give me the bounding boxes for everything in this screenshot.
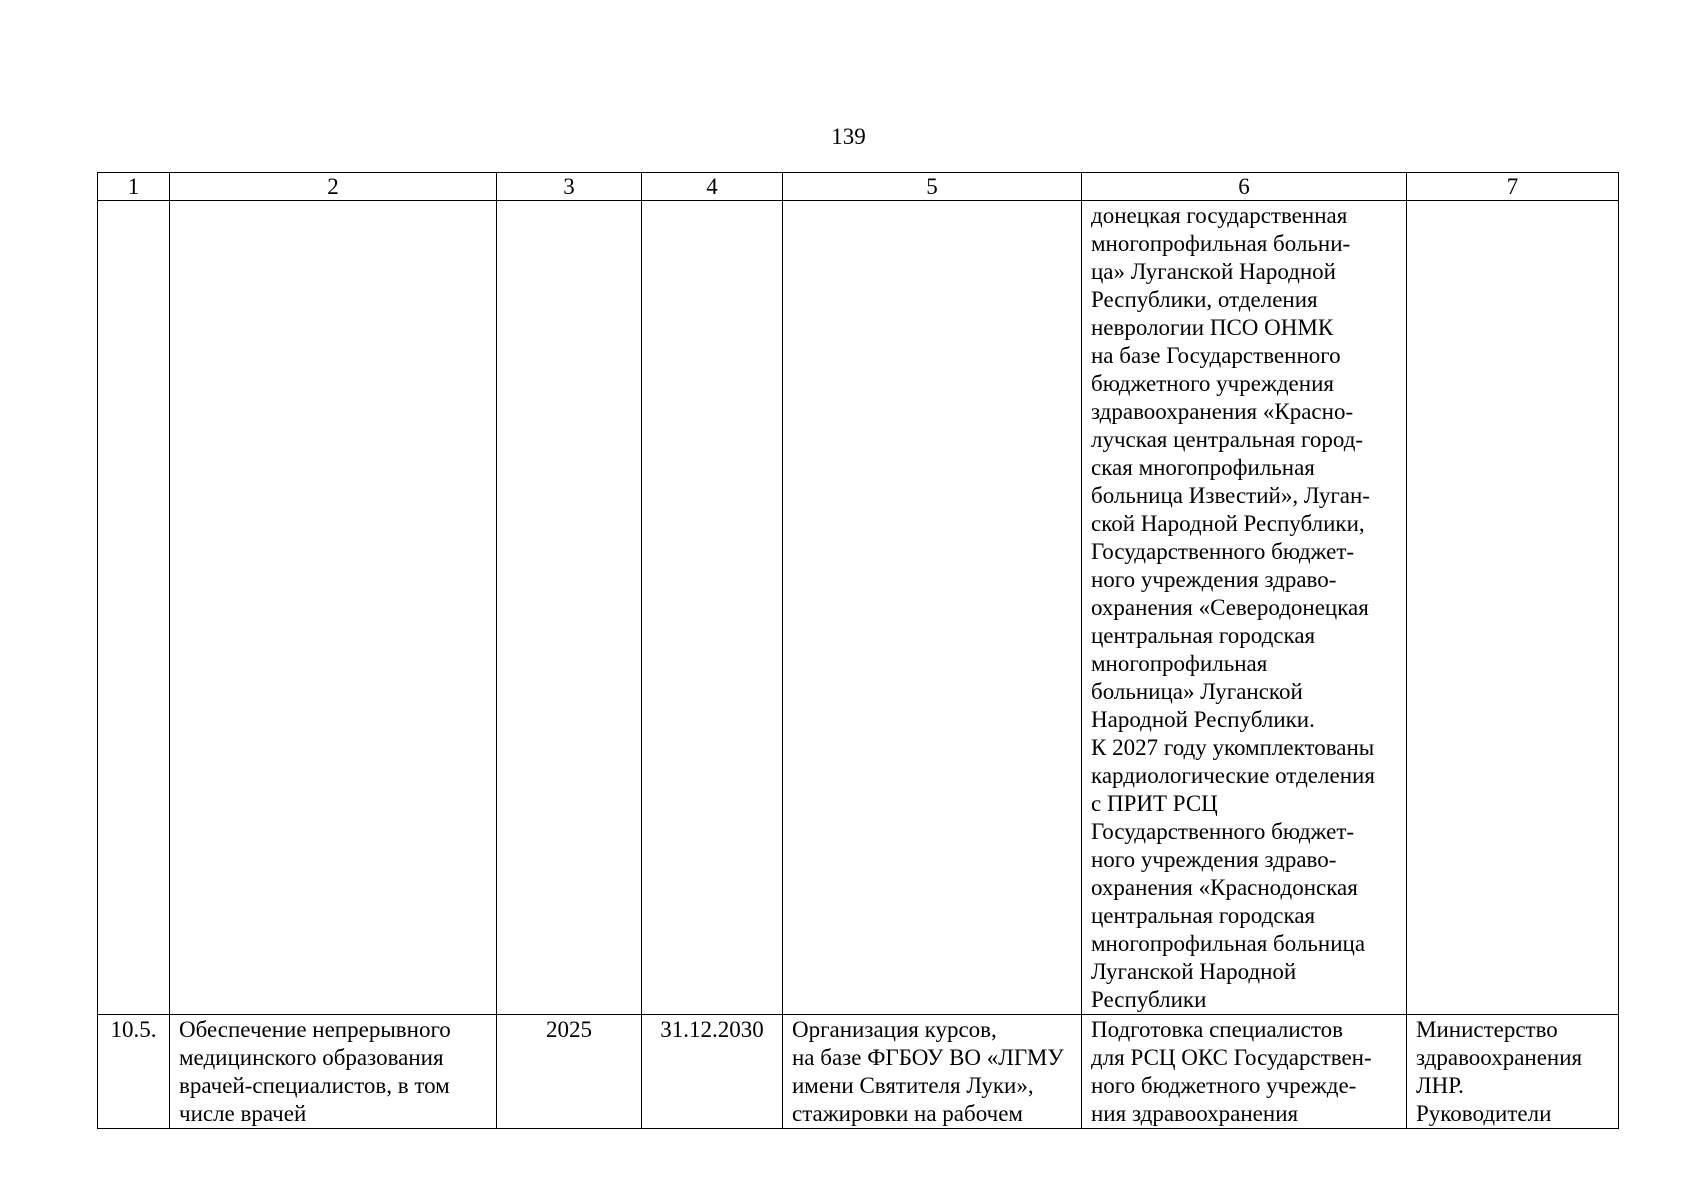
- header-cell-1: 1: [98, 173, 170, 201]
- cont-col6-line: Государственного бюджет-: [1091, 819, 1355, 844]
- cont-cell-1: [98, 201, 170, 1015]
- cont-cell-2: [170, 201, 497, 1015]
- cont-col6-line: бюджетного учреждения: [1091, 371, 1334, 396]
- result-cell: [1082, 1015, 1407, 1129]
- cont-col6-line: здравоохранения «Красно-: [1091, 399, 1354, 424]
- cont-col6-line: Республики: [1091, 987, 1207, 1012]
- activity-line: числе врачей: [179, 1101, 307, 1126]
- responsible-line: ЛНР.: [1416, 1073, 1464, 1098]
- responsible-line: Министерство: [1416, 1017, 1558, 1042]
- responsible-line: Руководители: [1416, 1101, 1552, 1126]
- cont-col6-line: К 2027 году укомплектованы: [1091, 735, 1375, 760]
- cont-col6-line: кардиологические отделения: [1091, 763, 1375, 788]
- activity-line: Обеспечение непрерывного: [179, 1017, 451, 1042]
- cont-col6-line: больница» Луганской: [1091, 679, 1303, 704]
- cont-cell-5: [783, 201, 1082, 1015]
- cont-col6-line: ного учреждения здраво-: [1091, 567, 1337, 592]
- cont-col6-line: Республики, отделения: [1091, 287, 1318, 312]
- responsible-line: здравоохранения: [1416, 1045, 1583, 1070]
- cont-cell-3: [497, 201, 642, 1015]
- responsible-cell: [1407, 1015, 1619, 1129]
- document-table: [97, 172, 1619, 1129]
- page-number: 139: [831, 124, 866, 149]
- cont-col6-line: ской Народной Республики,: [1091, 511, 1365, 536]
- cont-col6-line: на базе Государственного: [1091, 343, 1341, 368]
- cont-col6-line: охранения «Краснодонская: [1091, 875, 1358, 900]
- description-line: стажировки на рабочем: [792, 1101, 1023, 1126]
- header-cell-2: 2: [170, 173, 497, 201]
- cont-col6-line: многопрофильная больни-: [1091, 231, 1351, 256]
- cont-col6-line: Народной Республики.: [1091, 707, 1315, 732]
- result-line: Подготовка специалистов: [1091, 1017, 1343, 1042]
- activity-line: медицинского образования: [179, 1045, 444, 1070]
- description-line: Организация курсов,: [792, 1017, 997, 1042]
- activity-line: врачей-специалистов, в том: [179, 1073, 450, 1098]
- activity-cell: [170, 1015, 497, 1129]
- header-cell-3: 3: [497, 173, 642, 201]
- header-cell-6: 6: [1082, 173, 1407, 201]
- cont-col6-line: ного учреждения здраво-: [1091, 847, 1337, 872]
- row-number-cell: 10.5.: [98, 1015, 170, 1129]
- cont-col6-line: многопрофильная: [1091, 651, 1268, 676]
- cont-col6-line: центральная городская: [1091, 623, 1316, 648]
- cont-col6-line: с ПРИТ РСЦ: [1091, 791, 1218, 816]
- cont-col6-line: неврологии ПСО ОНМК: [1091, 315, 1334, 340]
- cont-col6-line: центральная городская: [1091, 903, 1316, 928]
- cont-col6-line: многопрофильная больница: [1091, 931, 1366, 956]
- result-line: ного бюджетного учрежде-: [1091, 1073, 1357, 1098]
- cont-cell-7: [1407, 201, 1619, 1015]
- cont-cell-6: [1082, 201, 1407, 1015]
- cont-cell-4: [642, 201, 783, 1015]
- result-line: ния здравоохранения: [1091, 1101, 1299, 1126]
- cont-col6-line: донецкая государственная: [1091, 203, 1348, 228]
- header-cell-5: 5: [783, 173, 1082, 201]
- description-cell: [783, 1015, 1082, 1129]
- end-date-cell: 31.12.2030: [642, 1015, 783, 1129]
- continuation-row: [98, 201, 1619, 1015]
- cont-col6-line: ца» Луганской Народной: [1091, 259, 1336, 284]
- cont-col6-line: больница Известий», Луган-: [1091, 483, 1370, 508]
- description-line: имени Святителя Луки»,: [792, 1073, 1034, 1098]
- cont-col6-line: лучская центральная город-: [1091, 427, 1364, 452]
- header-cell-7: 7: [1407, 173, 1619, 201]
- cont-col6-line: Луганской Народной: [1091, 959, 1297, 984]
- cont-col6-line: ская многопрофильная: [1091, 455, 1315, 480]
- table-header-row: [98, 173, 1619, 201]
- cont-col6-line: Государственного бюджет-: [1091, 539, 1355, 564]
- table-row-10-5: [98, 1015, 1619, 1129]
- cont-col6-line: охранения «Северодонецкая: [1091, 595, 1369, 620]
- result-line: для РСЦ ОКС Государствен-: [1091, 1045, 1372, 1070]
- start-year-cell: 2025: [497, 1015, 642, 1129]
- description-line: на базе ФГБОУ ВО «ЛГМУ: [792, 1045, 1064, 1070]
- header-cell-4: 4: [642, 173, 783, 201]
